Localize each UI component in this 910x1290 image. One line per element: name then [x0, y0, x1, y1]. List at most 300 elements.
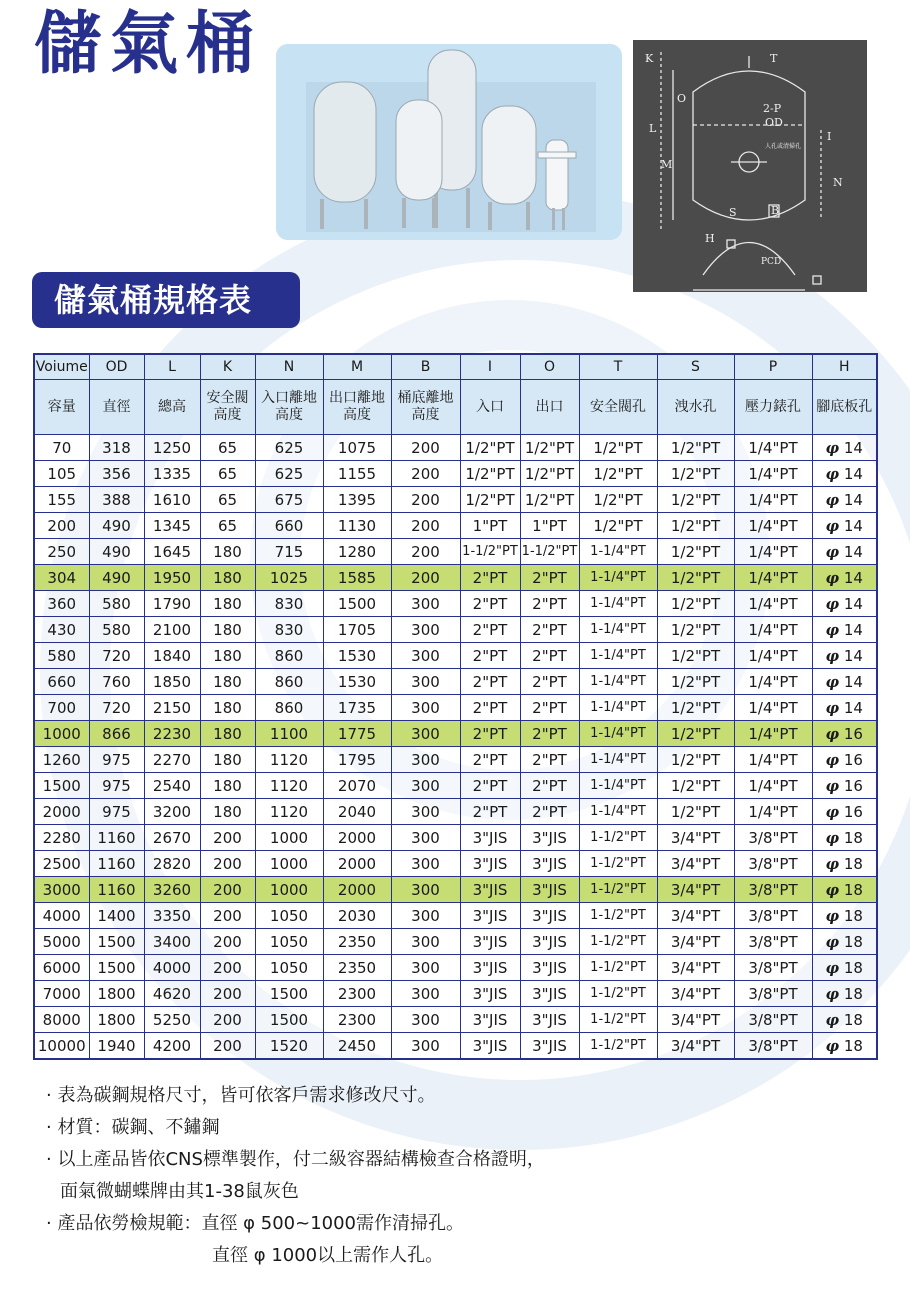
- table-cell: 1-1/2"PT: [460, 539, 520, 565]
- table-cell: 300: [391, 747, 460, 773]
- table-cell: 1530: [323, 669, 391, 695]
- phi-symbol: φ: [825, 646, 840, 665]
- table-cell: 1795: [323, 747, 391, 773]
- phi-symbol: φ: [825, 802, 840, 821]
- hole-size: 18: [843, 958, 863, 977]
- table-row: [34, 981, 877, 1007]
- table-cell: [812, 825, 877, 851]
- table-cell: [812, 981, 877, 1007]
- table-cell: 1940: [89, 1033, 144, 1060]
- table-cell: 1/2"PT: [657, 539, 734, 565]
- note-line: · 以上產品皆依CNS標準製作，付二級容器結構檢查合格證明，: [46, 1149, 545, 1170]
- table-cell: 1160: [89, 825, 144, 851]
- table-row: [34, 825, 877, 851]
- drawing-label-o: O: [677, 92, 687, 105]
- table-cell: 65: [200, 513, 255, 539]
- table-cell: 1400: [89, 903, 144, 929]
- hole-size: 18: [843, 1036, 863, 1055]
- page-title: 儲氣桶: [34, 5, 263, 84]
- table-cell: 1/2"PT: [657, 747, 734, 773]
- table-cell: [812, 513, 877, 539]
- table-cell: 1335: [144, 461, 200, 487]
- table-cell: 1/2"PT: [657, 773, 734, 799]
- table-row: [34, 747, 877, 773]
- table-cell: 4000: [34, 903, 89, 929]
- table-cell: 1610: [144, 487, 200, 513]
- table-cell: [812, 487, 877, 513]
- table-cell: [812, 591, 877, 617]
- table-cell: 2"PT: [460, 773, 520, 799]
- table-row: [34, 565, 877, 591]
- table-cell: [812, 799, 877, 825]
- phi-symbol: φ: [825, 984, 840, 1003]
- table-row: [34, 799, 877, 825]
- table-cell: 1-1/2"PT: [579, 825, 657, 851]
- table-cell: 1/4"PT: [734, 435, 812, 461]
- table-cell: 1/2"PT: [657, 799, 734, 825]
- table-cell: 866: [89, 721, 144, 747]
- table-cell: 3"JIS: [520, 981, 579, 1007]
- section-title: 儲氣桶規格表: [32, 272, 300, 328]
- table-cell: 3/8"PT: [734, 851, 812, 877]
- table-cell: 2"PT: [460, 695, 520, 721]
- table-cell: 1050: [255, 903, 323, 929]
- column-name: 入口: [460, 380, 520, 435]
- table-cell: 975: [89, 773, 144, 799]
- table-cell: 4000: [144, 955, 200, 981]
- table-cell: 2030: [323, 903, 391, 929]
- table-cell: 760: [89, 669, 144, 695]
- table-cell: 660: [255, 513, 323, 539]
- hole-size: 14: [843, 490, 863, 509]
- hole-size: 14: [843, 568, 863, 587]
- table-cell: 304: [34, 565, 89, 591]
- table-cell: 2"PT: [460, 721, 520, 747]
- table-cell: 2"PT: [520, 721, 579, 747]
- table-cell: 1775: [323, 721, 391, 747]
- table-row: [34, 929, 877, 955]
- table-cell: 1250: [144, 435, 200, 461]
- table-cell: 5250: [144, 1007, 200, 1033]
- table-cell: 300: [391, 643, 460, 669]
- table-cell: 1000: [255, 877, 323, 903]
- phi-symbol: φ: [825, 750, 840, 769]
- table-cell: 3/8"PT: [734, 903, 812, 929]
- table-cell: 2"PT: [520, 747, 579, 773]
- table-cell: 7000: [34, 981, 89, 1007]
- table-cell: 1/2"PT: [460, 487, 520, 513]
- table-cell: 300: [391, 773, 460, 799]
- table-cell: [812, 461, 877, 487]
- table-cell: 1075: [323, 435, 391, 461]
- table-cell: 180: [200, 669, 255, 695]
- table-cell: 3"JIS: [460, 825, 520, 851]
- table-cell: 1000: [255, 851, 323, 877]
- column-code: S: [657, 354, 734, 380]
- table-cell: 3"JIS: [520, 825, 579, 851]
- table-cell: 2"PT: [520, 773, 579, 799]
- table-cell: 3400: [144, 929, 200, 955]
- hole-size: 18: [843, 854, 863, 873]
- table-cell: [812, 903, 877, 929]
- table-cell: 2150: [144, 695, 200, 721]
- table-cell: [812, 435, 877, 461]
- table-cell: 1/2"PT: [657, 435, 734, 461]
- table-cell: [812, 1007, 877, 1033]
- table-cell: 1800: [89, 1007, 144, 1033]
- note-line: · 材質：碳鋼、不鏽鋼: [46, 1117, 220, 1138]
- column-code: P: [734, 354, 812, 380]
- hole-size: 18: [843, 880, 863, 899]
- table-cell: 1"PT: [460, 513, 520, 539]
- table-cell: 300: [391, 981, 460, 1007]
- table-cell: 200: [34, 513, 89, 539]
- table-cell: 3"JIS: [460, 877, 520, 903]
- table-cell: 975: [89, 799, 144, 825]
- table-row: [34, 617, 877, 643]
- table-cell: 1/4"PT: [734, 747, 812, 773]
- table-cell: 356: [89, 461, 144, 487]
- table-cell: 3"JIS: [460, 1033, 520, 1060]
- table-cell: 300: [391, 591, 460, 617]
- table-cell: 1950: [144, 565, 200, 591]
- table-cell: 300: [391, 617, 460, 643]
- table-cell: 1/2"PT: [657, 669, 734, 695]
- table-cell: 3"JIS: [460, 851, 520, 877]
- table-cell: 5000: [34, 929, 89, 955]
- table-row: [34, 851, 877, 877]
- table-cell: 3"JIS: [520, 903, 579, 929]
- table-cell: 2"PT: [520, 799, 579, 825]
- drawing-label-b: B: [771, 204, 780, 217]
- table-cell: 2820: [144, 851, 200, 877]
- table-cell: 1-1/4"PT: [579, 669, 657, 695]
- table-cell: 1840: [144, 643, 200, 669]
- table-cell: 2"PT: [460, 799, 520, 825]
- table-cell: 1-1/4"PT: [579, 617, 657, 643]
- table-cell: 1/4"PT: [734, 799, 812, 825]
- table-cell: 1/2"PT: [657, 487, 734, 513]
- table-cell: 8000: [34, 1007, 89, 1033]
- column-name: 安全閥孔: [579, 380, 657, 435]
- table-cell: 720: [89, 643, 144, 669]
- phi-symbol: φ: [825, 438, 840, 457]
- note-line: 面氣微蝴蝶牌由其1-38鼠灰色: [60, 1181, 299, 1202]
- table-cell: 3/4"PT: [657, 903, 734, 929]
- phi-symbol: φ: [825, 1010, 840, 1029]
- table-cell: 1050: [255, 955, 323, 981]
- table-cell: 2280: [34, 825, 89, 851]
- hole-size: 18: [843, 828, 863, 847]
- table-cell: 1100: [255, 721, 323, 747]
- table-cell: 1-1/2"PT: [579, 981, 657, 1007]
- table-cell: 300: [391, 721, 460, 747]
- table-row: [34, 1007, 877, 1033]
- table-cell: 2000: [34, 799, 89, 825]
- table-cell: 300: [391, 1033, 460, 1060]
- table-cell: 1/2"PT: [657, 643, 734, 669]
- table-cell: 1850: [144, 669, 200, 695]
- table-row: [34, 955, 877, 981]
- drawing-label-m: M: [661, 158, 673, 171]
- table-cell: 2270: [144, 747, 200, 773]
- table-cell: 180: [200, 591, 255, 617]
- table-cell: 180: [200, 565, 255, 591]
- table-cell: 3/4"PT: [657, 981, 734, 1007]
- table-row: [34, 877, 877, 903]
- table-cell: 1-1/2"PT: [579, 929, 657, 955]
- table-cell: 3260: [144, 877, 200, 903]
- column-code: OD: [89, 354, 144, 380]
- note-line: 直徑 φ 1000以上需作人孔。: [212, 1245, 444, 1266]
- table-cell: 860: [255, 669, 323, 695]
- hole-size: 18: [843, 932, 863, 951]
- table-cell: 1/4"PT: [734, 565, 812, 591]
- table-row: [34, 1033, 877, 1060]
- table-cell: 1/2"PT: [520, 461, 579, 487]
- table-cell: 3"JIS: [460, 903, 520, 929]
- column-code: M: [323, 354, 391, 380]
- table-cell: 1520: [255, 1033, 323, 1060]
- phi-symbol: φ: [825, 490, 840, 509]
- table-row: [34, 513, 877, 539]
- hole-size: 16: [843, 750, 863, 769]
- table-cell: 3000: [34, 877, 89, 903]
- table-cell: 2"PT: [460, 643, 520, 669]
- table-cell: 1-1/4"PT: [579, 773, 657, 799]
- table-cell: 3/4"PT: [657, 1007, 734, 1033]
- table-cell: 1/4"PT: [734, 617, 812, 643]
- table-cell: 200: [391, 565, 460, 591]
- table-cell: 1585: [323, 565, 391, 591]
- table-row: [34, 435, 877, 461]
- table-cell: 1/2"PT: [657, 591, 734, 617]
- hole-size: 14: [843, 594, 863, 613]
- table-cell: 1155: [323, 461, 391, 487]
- table-cell: 200: [200, 929, 255, 955]
- table-cell: 1120: [255, 773, 323, 799]
- hole-size: 14: [843, 464, 863, 483]
- table-cell: 2300: [323, 981, 391, 1007]
- hole-size: 18: [843, 984, 863, 1003]
- table-cell: 1-1/2"PT: [579, 903, 657, 929]
- phi-symbol: φ: [825, 828, 840, 847]
- column-code: O: [520, 354, 579, 380]
- column-name: 容量: [34, 380, 89, 435]
- table-cell: 2"PT: [460, 591, 520, 617]
- table-cell: [812, 747, 877, 773]
- table-cell: 2070: [323, 773, 391, 799]
- product-photo: [276, 44, 622, 240]
- table-cell: 2540: [144, 773, 200, 799]
- table-cell: 580: [89, 591, 144, 617]
- table-cell: 1/2"PT: [579, 487, 657, 513]
- table-row: [34, 643, 877, 669]
- table-cell: [812, 617, 877, 643]
- hole-size: 14: [843, 516, 863, 535]
- table-cell: 180: [200, 799, 255, 825]
- table-cell: 2"PT: [460, 669, 520, 695]
- table-cell: 3"JIS: [520, 1033, 579, 1060]
- table-cell: 1120: [255, 799, 323, 825]
- table-cell: 2300: [323, 1007, 391, 1033]
- table-cell: 200: [391, 513, 460, 539]
- table-row: [34, 773, 877, 799]
- table-cell: 200: [200, 1033, 255, 1060]
- table-cell: 1/4"PT: [734, 695, 812, 721]
- table-cell: 1-1/4"PT: [579, 539, 657, 565]
- table-cell: 1-1/4"PT: [579, 565, 657, 591]
- table-cell: 300: [391, 1007, 460, 1033]
- table-cell: 3200: [144, 799, 200, 825]
- phi-symbol: φ: [825, 776, 840, 795]
- table-cell: 1/2"PT: [579, 513, 657, 539]
- table-cell: 200: [200, 903, 255, 929]
- table-cell: 1/2"PT: [657, 461, 734, 487]
- table-cell: 300: [391, 929, 460, 955]
- table-cell: [812, 851, 877, 877]
- table-cell: 2040: [323, 799, 391, 825]
- column-code: H: [812, 354, 877, 380]
- table-cell: 2350: [323, 929, 391, 955]
- drawing-label-h: H: [705, 232, 715, 245]
- table-cell: 3350: [144, 903, 200, 929]
- header-row-codes: [34, 354, 877, 380]
- phi-symbol: φ: [825, 1036, 840, 1055]
- table-cell: 1-1/2"PT: [579, 1033, 657, 1060]
- table-cell: 2"PT: [460, 565, 520, 591]
- tank-dimension-drawing: [633, 40, 867, 292]
- table-cell: 1/2"PT: [657, 721, 734, 747]
- table-cell: 180: [200, 695, 255, 721]
- table-cell: 490: [89, 513, 144, 539]
- table-cell: 1/4"PT: [734, 513, 812, 539]
- hole-size: 14: [843, 646, 863, 665]
- table-cell: 1500: [255, 1007, 323, 1033]
- table-cell: [812, 669, 877, 695]
- table-cell: 1120: [255, 747, 323, 773]
- table-cell: 3/4"PT: [657, 929, 734, 955]
- table-cell: 2"PT: [520, 643, 579, 669]
- spec-table: [33, 353, 878, 1060]
- table-cell: 3/8"PT: [734, 981, 812, 1007]
- column-name: 出口離地高度: [323, 380, 391, 435]
- table-cell: 1280: [323, 539, 391, 565]
- table-cell: 3"JIS: [460, 955, 520, 981]
- table-cell: 200: [391, 435, 460, 461]
- column-name: 總高: [144, 380, 200, 435]
- table-row: [34, 903, 877, 929]
- drawing-label-l: L: [649, 122, 657, 135]
- table-cell: 660: [34, 669, 89, 695]
- table-cell: 10000: [34, 1033, 89, 1060]
- table-cell: 1500: [34, 773, 89, 799]
- table-cell: 1130: [323, 513, 391, 539]
- table-cell: [812, 929, 877, 955]
- table-cell: 180: [200, 539, 255, 565]
- table-row: [34, 487, 877, 513]
- table-cell: 860: [255, 695, 323, 721]
- table-cell: 1-1/2"PT: [520, 539, 579, 565]
- table-cell: [812, 1033, 877, 1060]
- table-cell: 200: [391, 539, 460, 565]
- table-cell: 2"PT: [520, 591, 579, 617]
- table-cell: 1/4"PT: [734, 461, 812, 487]
- table-cell: 65: [200, 461, 255, 487]
- table-cell: 2450: [323, 1033, 391, 1060]
- column-code: N: [255, 354, 323, 380]
- table-row: [34, 539, 877, 565]
- table-cell: 2"PT: [460, 617, 520, 643]
- column-name: 桶底離地高度: [391, 380, 460, 435]
- table-cell: 1/2"PT: [460, 461, 520, 487]
- table-cell: 1-1/4"PT: [579, 591, 657, 617]
- table-cell: 1000: [34, 721, 89, 747]
- table-row: [34, 461, 877, 487]
- table-row: [34, 695, 877, 721]
- hole-size: 18: [843, 906, 863, 925]
- table-cell: 1500: [89, 955, 144, 981]
- table-cell: 1-1/2"PT: [579, 851, 657, 877]
- table-cell: 200: [200, 877, 255, 903]
- table-cell: 300: [391, 669, 460, 695]
- table-cell: 300: [391, 851, 460, 877]
- table-cell: [812, 877, 877, 903]
- table-cell: 65: [200, 487, 255, 513]
- table-cell: 3"JIS: [520, 929, 579, 955]
- table-cell: [812, 721, 877, 747]
- table-cell: 720: [89, 695, 144, 721]
- table-cell: 975: [89, 747, 144, 773]
- table-cell: 1160: [89, 877, 144, 903]
- table-cell: 3/8"PT: [734, 1033, 812, 1060]
- table-cell: 70: [34, 435, 89, 461]
- table-cell: 300: [391, 799, 460, 825]
- table-cell: 250: [34, 539, 89, 565]
- table-cell: 200: [391, 461, 460, 487]
- hole-size: 14: [843, 438, 863, 457]
- column-code: K: [200, 354, 255, 380]
- table-cell: 1000: [255, 825, 323, 851]
- table-cell: 700: [34, 695, 89, 721]
- table-cell: 1/2"PT: [657, 695, 734, 721]
- table-cell: 1/2"PT: [460, 435, 520, 461]
- table-cell: 1530: [323, 643, 391, 669]
- table-cell: 1025: [255, 565, 323, 591]
- column-code: I: [460, 354, 520, 380]
- column-code: T: [579, 354, 657, 380]
- column-name: 壓力錶孔: [734, 380, 812, 435]
- table-cell: 580: [34, 643, 89, 669]
- column-code: B: [391, 354, 460, 380]
- table-cell: 1050: [255, 929, 323, 955]
- drawing-label-s: S: [729, 206, 737, 219]
- table-cell: [812, 695, 877, 721]
- table-cell: 200: [391, 487, 460, 513]
- table-cell: 625: [255, 435, 323, 461]
- table-cell: 1500: [255, 981, 323, 1007]
- table-cell: 1800: [89, 981, 144, 1007]
- hole-size: 14: [843, 542, 863, 561]
- table-cell: 300: [391, 877, 460, 903]
- phi-symbol: φ: [825, 594, 840, 613]
- table-row: [34, 591, 877, 617]
- phi-symbol: φ: [825, 854, 840, 873]
- phi-symbol: φ: [825, 620, 840, 639]
- table-cell: 2"PT: [520, 565, 579, 591]
- table-cell: 2"PT: [460, 747, 520, 773]
- table-cell: 2100: [144, 617, 200, 643]
